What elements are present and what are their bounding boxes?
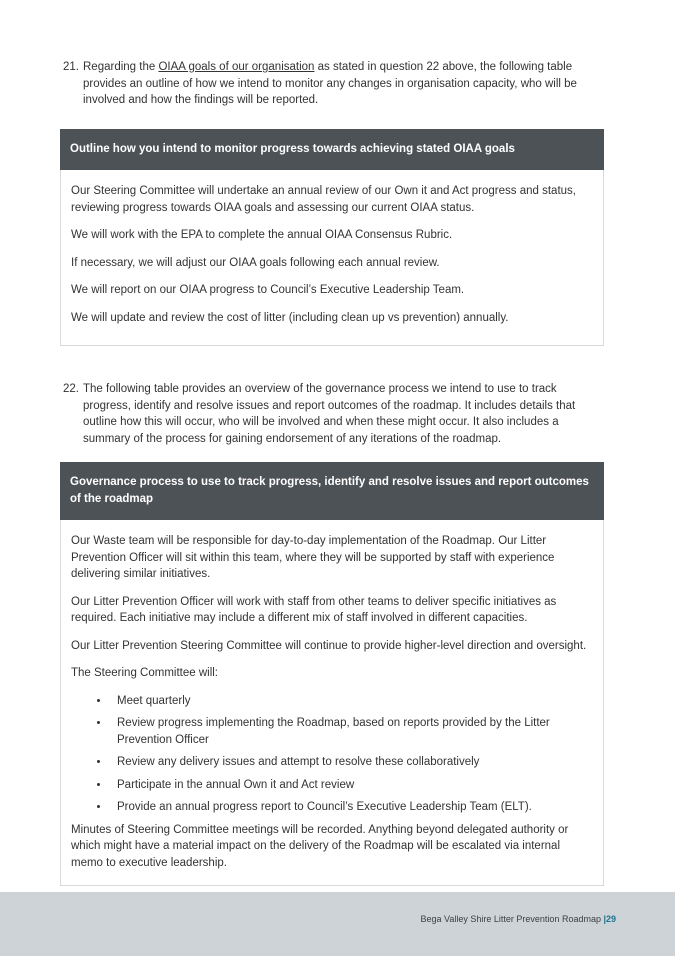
bullet-item: • Participate in the annual Own it and Act review	[110, 777, 591, 794]
governance-process-table-header: Governance process to use to track progress, identify and resolve issues and report outcomes of the roadmap	[60, 462, 604, 520]
footer-document-title: Bega Valley Shire Litter Prevention Roadmap	[420, 914, 604, 924]
paragraph-21-text-before: Regarding the	[83, 61, 159, 73]
paragraph-21-underlined-phrase: OIAA goals of our organisation	[158, 61, 315, 73]
paragraph-22	[63, 381, 604, 447]
page-footer	[0, 892, 675, 956]
bullet-item: • Review progress implementing the Roadmap, based on reports provided by the Litter Prevention Officer	[110, 715, 591, 748]
governance-process-table-body	[60, 520, 604, 886]
footer-page-number: |29	[603, 914, 616, 924]
oiaa-monitoring-table-body	[60, 170, 604, 346]
paragraph-22-text: The following table provides an overview of the governance process we intend to use to track progress, identify and resolve issues and report outcomes of the roadmap. It includes details that outline how this will occur, who will be involved and when these might occur. It also includes a summary of the process for gaining endorsement of any iterations of the roadmap.	[83, 383, 576, 445]
paragraph-21	[63, 59, 604, 109]
table-cell-paragraph: Our Litter Prevention Steering Committee will continue to provide higher-level direction and oversight.	[71, 639, 587, 652]
table-cell-closing-paragraph: Minutes of Steering Committee meetings will be recorded. Anything beyond delegated authority or which might have a material impact on the delivery of the Roadmap will be escalated via internal memo to executive leadership.	[71, 823, 569, 869]
steering-committee-bullet-list	[71, 693, 591, 816]
oiaa-monitoring-table	[60, 129, 604, 347]
oiaa-monitoring-table-header: Outline how you intend to monitor progress towards achieving stated OIAA goals	[60, 129, 604, 171]
bullet-item: • Meet quarterly	[110, 693, 591, 710]
table-cell-paragraph: Our Waste team will be responsible for day-to-day implementation of the Roadmap. Our Litter Prevention Officer will sit within this team, where they will be supported by staff with experience delivering similar initiatives.	[71, 535, 555, 580]
governance-process-table	[60, 462, 604, 886]
table-cell-paragraph: If necessary, we will adjust our OIAA goals following each annual review.	[71, 256, 440, 269]
bullet-item: • Provide an annual progress report to Council’s Executive Leadership Team (ELT).	[110, 799, 591, 816]
list-number-21: 21.	[63, 61, 79, 73]
table-cell-paragraph: The Steering Committee will:	[71, 667, 218, 679]
list-number-22: 22.	[63, 383, 79, 395]
table-cell-paragraph: We will report on our OIAA progress to Council’s Executive Leadership Team.	[71, 284, 465, 296]
table-cell-paragraph: Our Litter Prevention Officer will work with staff from other teams to deliver specific initiatives as required. Each initiative may include a different mix of staff involved in different capacities.	[71, 595, 557, 624]
bullet-item: • Review any delivery issues and attempt to resolve these collaboratively	[110, 754, 591, 771]
table-cell-paragraph: We will work with the EPA to complete the annual OIAA Consensus Rubric.	[71, 229, 453, 241]
table-cell-paragraph: Our Steering Committee will undertake an annual review of our Own it and Act progress and status, reviewing progress towards OIAA goals and assessing our current OIAA status.	[71, 185, 576, 214]
table-cell-paragraph: We will update and review the cost of litter (including clean up vs prevention) annually.	[71, 311, 509, 324]
paragraph-21-text-after: as stated in question 22 above, the following table provides an outline of how we intend to monitor any changes in organisation capacity, who will be involved and how the findings will be reported.	[83, 61, 577, 106]
